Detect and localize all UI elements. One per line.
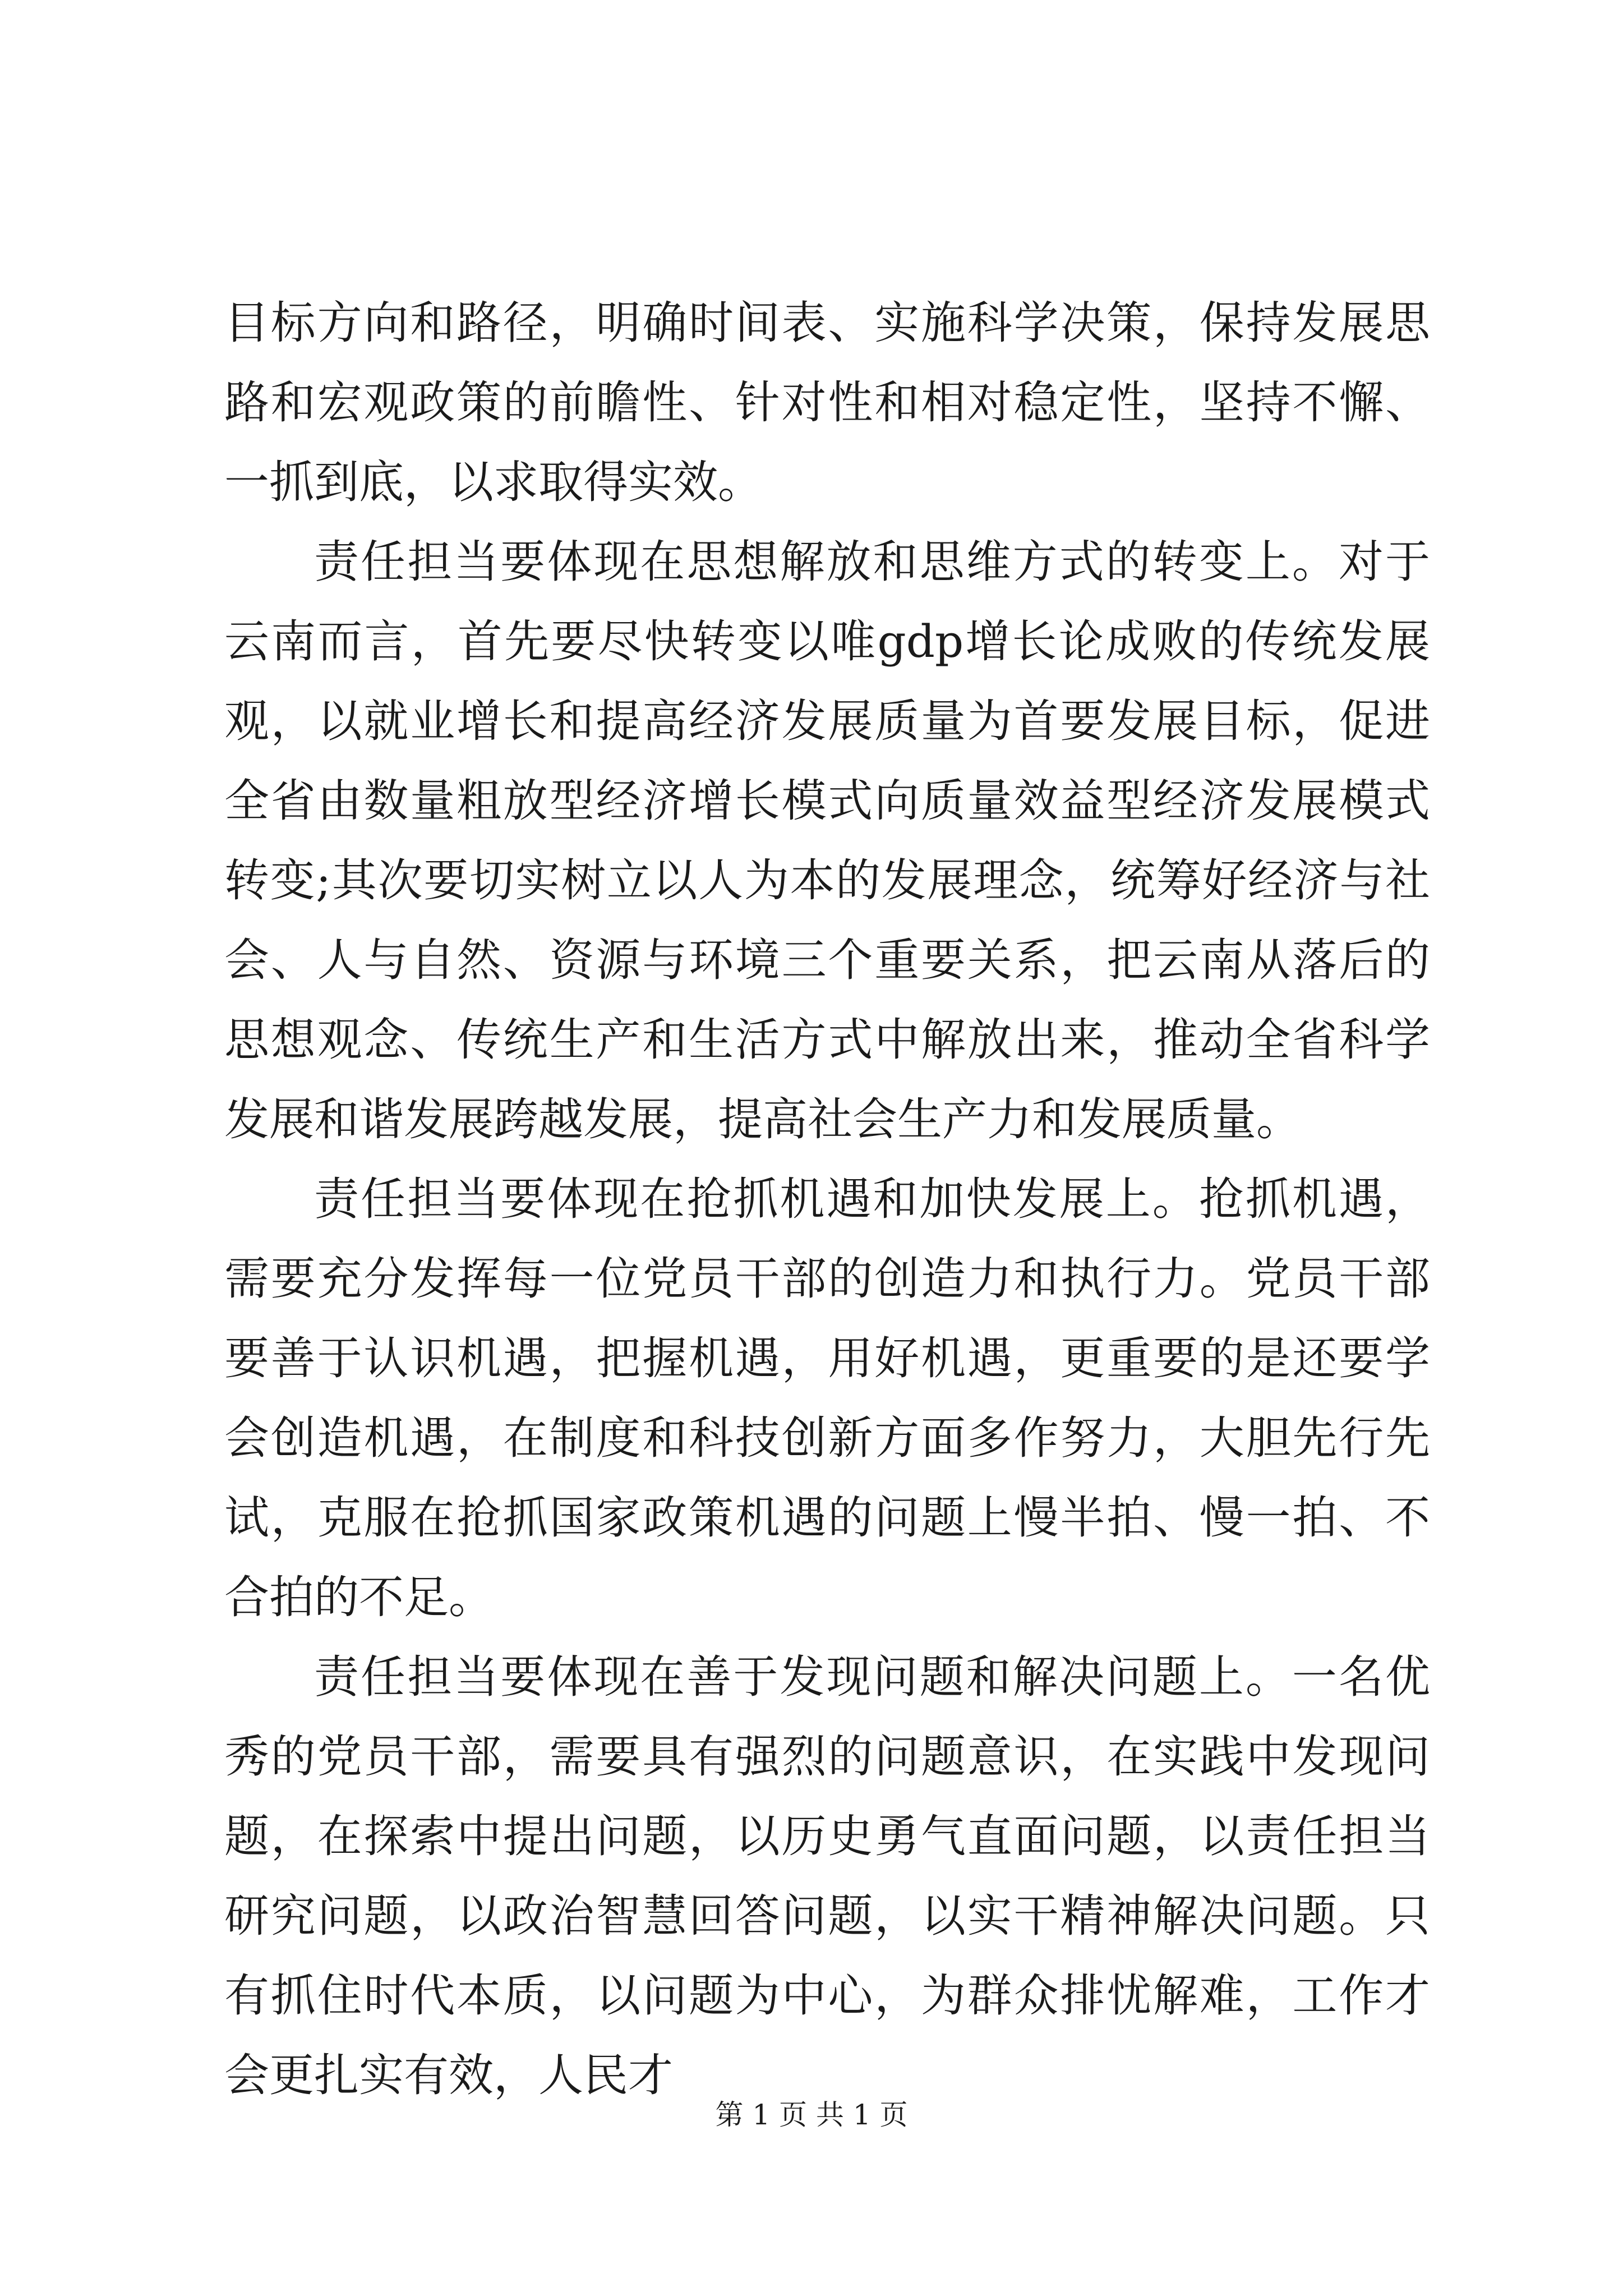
document-body [224, 283, 1430, 2115]
paragraph-3: 责任担当要体现在抢抓机遇和加快发展上。抢抓机遇，需要充分发挥每一位党员干部的创造力和执行力。党员干部要善于认识机遇，把握机遇，用好机遇，更重要的是还要学会创造机遇，在制度和科技创新方面多作努力，大胆先行先试，克服在抢抓国家政策机遇的问题上慢半拍、慢一拍、不合拍的不足。 [224, 1173, 1430, 1623]
page-footer: 第 1 页 共 1 页 [715, 2099, 908, 2131]
paragraph-4: 责任担当要体现在善于发现问题和解决问题上。一名优秀的党员干部，需要具有强烈的问题意识，在实践中发现问题，在探索中提出问题，以历史勇气直面问题，以责任担当研究问题，以政治智慧回答问题，以实干精神解决问题。只有抓住时代本质，以问题为中心，为群众排忧解难，工作才会更扎实有效，人民才 [224, 1651, 1430, 2101]
paragraph-1: 目标方向和路径，明确时间表、实施科学决策，保持发展思路和宏观政策的前瞻性、针对性和相对稳定性，坚持不懈、一抓到底，以求取得实效。 [224, 297, 1430, 508]
paragraph-2: 责任担当要体现在思想解放和思维方式的转变上。对于云南而言，首先要尽快转变以唯gdp增长论成败的传统发展观，以就业增长和提高经济发展质量为首要发展目标，促进全省由数量粗放型经济增长模式向质量效益型经济发展模式转变;其次要切实树立以人为本的发展理念，统筹好经济与社会、人与自然、资源与环境三个重要关系，把云南从落后的思想观念、传统生产和生活方式中解放出来，推动全省科学发展和谐发展跨越发展，提高社会生产力和发展质量。 [224, 536, 1430, 1145]
